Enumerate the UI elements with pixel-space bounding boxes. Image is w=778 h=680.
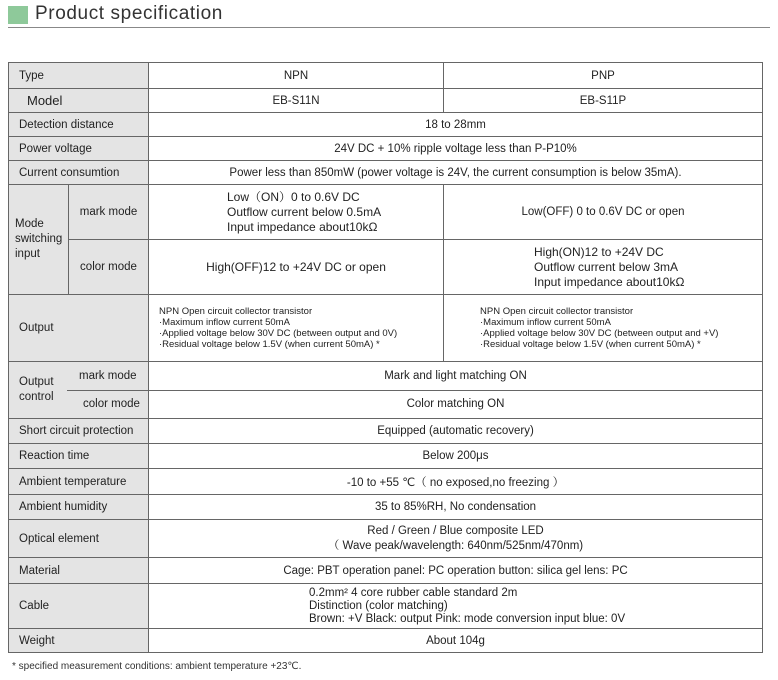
short-label: Short circuit protection [9, 419, 149, 444]
table-row [9, 185, 763, 240]
table-row [9, 89, 763, 113]
table-row [9, 295, 763, 362]
power-value: 24V DC + 10% ripple voltage less than P-P10% [149, 137, 763, 161]
oc-color-value: Color matching ON [149, 390, 763, 419]
optical-value: Red / Green / Blue composite LED （ Wave peak/wavelength: 640nm/525nm/470nm) [149, 520, 763, 558]
table-row [9, 629, 763, 653]
color-pnp: High(ON)12 to +24V DC Outflow current below 3mA Input impedance about10kΩ [444, 240, 763, 295]
table-row [9, 558, 763, 584]
short-value: Equipped (automatic recovery) [149, 419, 763, 444]
table-row [9, 362, 763, 391]
output-label: Output [9, 295, 149, 362]
reaction-label: Reaction time [9, 444, 149, 469]
page-header [8, 4, 770, 28]
detection-value: 18 to 28mm [149, 113, 763, 137]
weight-label: Weight [9, 629, 149, 653]
model-npn: EB-S11N [149, 89, 444, 113]
table-row [9, 63, 763, 89]
output-pnp: NPN Open circuit collector transistor ·Maximum inflow current 50mA ·Applied voltage below 30V DC (between output and +V) ·Residual voltage below 1.5V (when current 50mA) * [444, 295, 763, 362]
weight-value: About 104g [149, 629, 763, 653]
type-pnp: PNP [444, 63, 763, 89]
cable-value: 0.2mm² 4 core rubber cable standard 2m Distinction (color matching) Brown: +V Black: output Pink: mode conversion input blue: 0V [149, 584, 763, 629]
header-underline [8, 27, 770, 28]
table-row [9, 469, 763, 495]
spec-table [8, 62, 763, 653]
type-npn: NPN [149, 63, 444, 89]
oc-mark-mode-label: mark mode [79, 370, 137, 382]
mode-switching-label: Mode switching input [9, 185, 69, 295]
table-row [9, 161, 763, 185]
color-mode-label: color mode [69, 240, 149, 295]
oc-color-mode-label: color mode [83, 398, 140, 410]
ambient-temp-value: -10 to +55 ℃（ no exposed,no freezing ） [149, 469, 763, 495]
model-pnp: EB-S11P [444, 89, 763, 113]
output-npn: NPN Open circuit collector transistor ·Maximum inflow current 50mA ·Applied voltage below 30V DC (between output and 0V) ·Residual voltage below 1.5V (when current 50mA) * [149, 295, 444, 362]
optical-label: Optical element [9, 520, 149, 558]
mark-npn: Low（ON）0 to 0.6V DC Outflow current below 0.5mA Input impedance about10kΩ [149, 185, 444, 240]
ambient-hum-value: 35 to 85%RH, No condensation [149, 495, 763, 520]
ambient-hum-label: Ambient humidity [9, 495, 149, 520]
table-row [9, 520, 763, 558]
material-value: Cage: PBT operation panel: PC operation button: silica gel lens: PC [149, 558, 763, 584]
footnote: * specified measurement conditions: ambient temperature +23℃. [12, 661, 302, 672]
output-control-divider [67, 390, 148, 391]
color-npn: High(OFF)12 to +24V DC or open [149, 240, 444, 295]
table-row [9, 495, 763, 520]
oc-mark-value: Mark and light matching ON [149, 362, 763, 391]
table-row [9, 137, 763, 161]
table-row [9, 444, 763, 469]
header-accent-square [8, 6, 28, 24]
table-row [9, 240, 763, 295]
current-value: Power less than 850mW (power voltage is 24V, the current consumption is below 35mA). [149, 161, 763, 185]
material-label: Material [9, 558, 149, 584]
mark-pnp: Low(OFF) 0 to 0.6V DC or open [444, 185, 763, 240]
table-row [9, 419, 763, 444]
current-label: Current consumtion [9, 161, 149, 185]
power-label: Power voltage [9, 137, 149, 161]
output-control-label: Output control mark mode color mode [9, 362, 149, 419]
reaction-value: Below 200μs [149, 444, 763, 469]
cable-label: Cable [9, 584, 149, 629]
table-row [9, 584, 763, 629]
mark-mode-label: mark mode [69, 185, 149, 240]
type-label: Type [9, 63, 149, 89]
model-label: Model [9, 89, 149, 113]
page-title: Product specification [35, 3, 223, 24]
table-row [9, 113, 763, 137]
detection-label: Detection distance [9, 113, 149, 137]
ambient-temp-label: Ambient temperature [9, 469, 149, 495]
